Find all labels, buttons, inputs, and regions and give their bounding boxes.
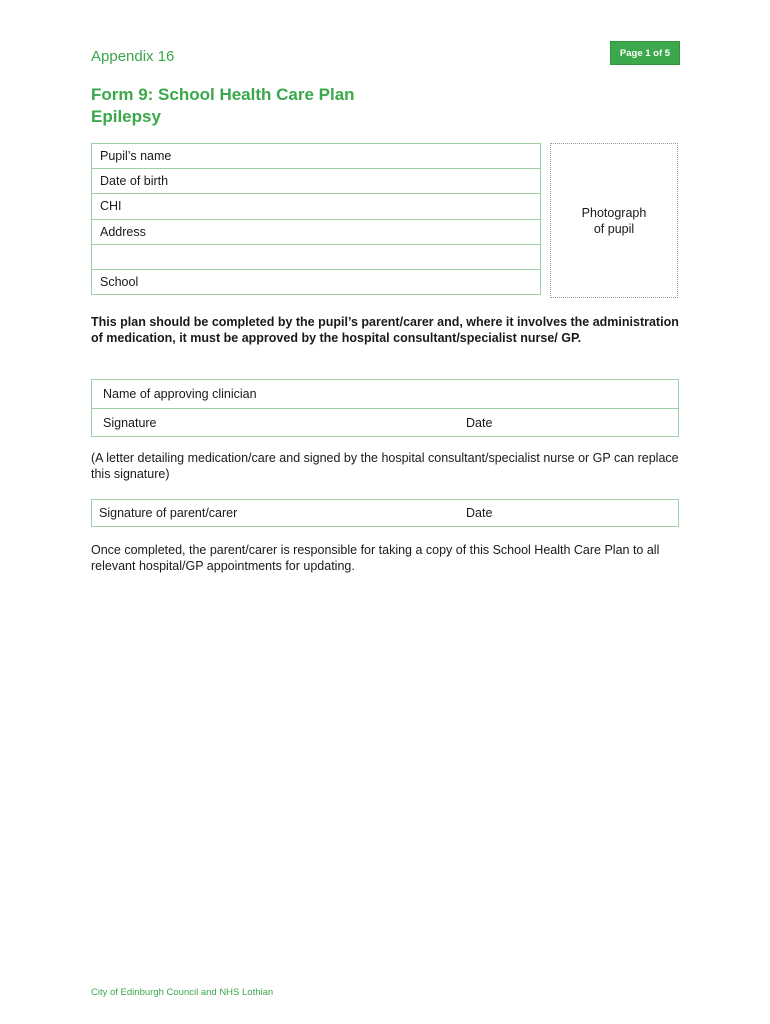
appendix-label: Appendix 16 bbox=[91, 48, 175, 65]
address-field-line-2[interactable] bbox=[92, 245, 540, 270]
completion-instructions: This plan should be completed by the pupil’s parent/carer and, where it involves the administration of medication, it must be approved by the hospital consultant/specialist nurse/ GP. bbox=[91, 315, 679, 345]
clinician-name-label: Name of approving clinician bbox=[103, 387, 257, 401]
clinician-date-label: Date bbox=[466, 416, 493, 430]
clinician-name-row[interactable] bbox=[92, 380, 678, 408]
letter-note: (A letter detailing medication/care and signed by the hospital consultant/specialist nurse or GP can replace this signature) bbox=[91, 451, 679, 481]
pupil-photo-placeholder[interactable] bbox=[550, 143, 678, 298]
address-field[interactable]: Address bbox=[92, 220, 540, 245]
pupil-details-table bbox=[91, 143, 541, 295]
parent-signature-row[interactable] bbox=[91, 499, 679, 527]
footer-organisation: City of Edinburgh Council and NHS Lothian bbox=[91, 987, 274, 998]
date-of-birth-field[interactable]: Date of birth bbox=[92, 169, 540, 194]
form-title-line-1: Form 9: School Health Care Plan bbox=[91, 85, 355, 104]
form-title bbox=[91, 84, 355, 128]
school-field[interactable]: School bbox=[92, 270, 540, 295]
page-indicator-badge: Page 1 of 5 bbox=[610, 41, 680, 65]
photo-label-line-2: of pupil bbox=[593, 221, 635, 236]
photo-label-line-1: Photograph bbox=[581, 205, 647, 220]
completion-note: Once completed, the parent/carer is responsible for taking a copy of this School Health Care Plan to all relevant hospital/GP appointments for updating. bbox=[91, 543, 660, 573]
chi-field[interactable]: CHI bbox=[92, 194, 540, 220]
clinician-approval-table bbox=[91, 379, 679, 437]
clinician-signature-row[interactable] bbox=[92, 408, 678, 436]
pupil-name-field[interactable]: Pupil’s name bbox=[92, 144, 540, 169]
clinician-signature-label: Signature bbox=[103, 416, 157, 430]
parent-signature-label: Signature of parent/carer bbox=[99, 506, 238, 520]
form-title-line-2: Epilepsy bbox=[91, 107, 161, 126]
parent-date-label: Date bbox=[466, 506, 493, 520]
